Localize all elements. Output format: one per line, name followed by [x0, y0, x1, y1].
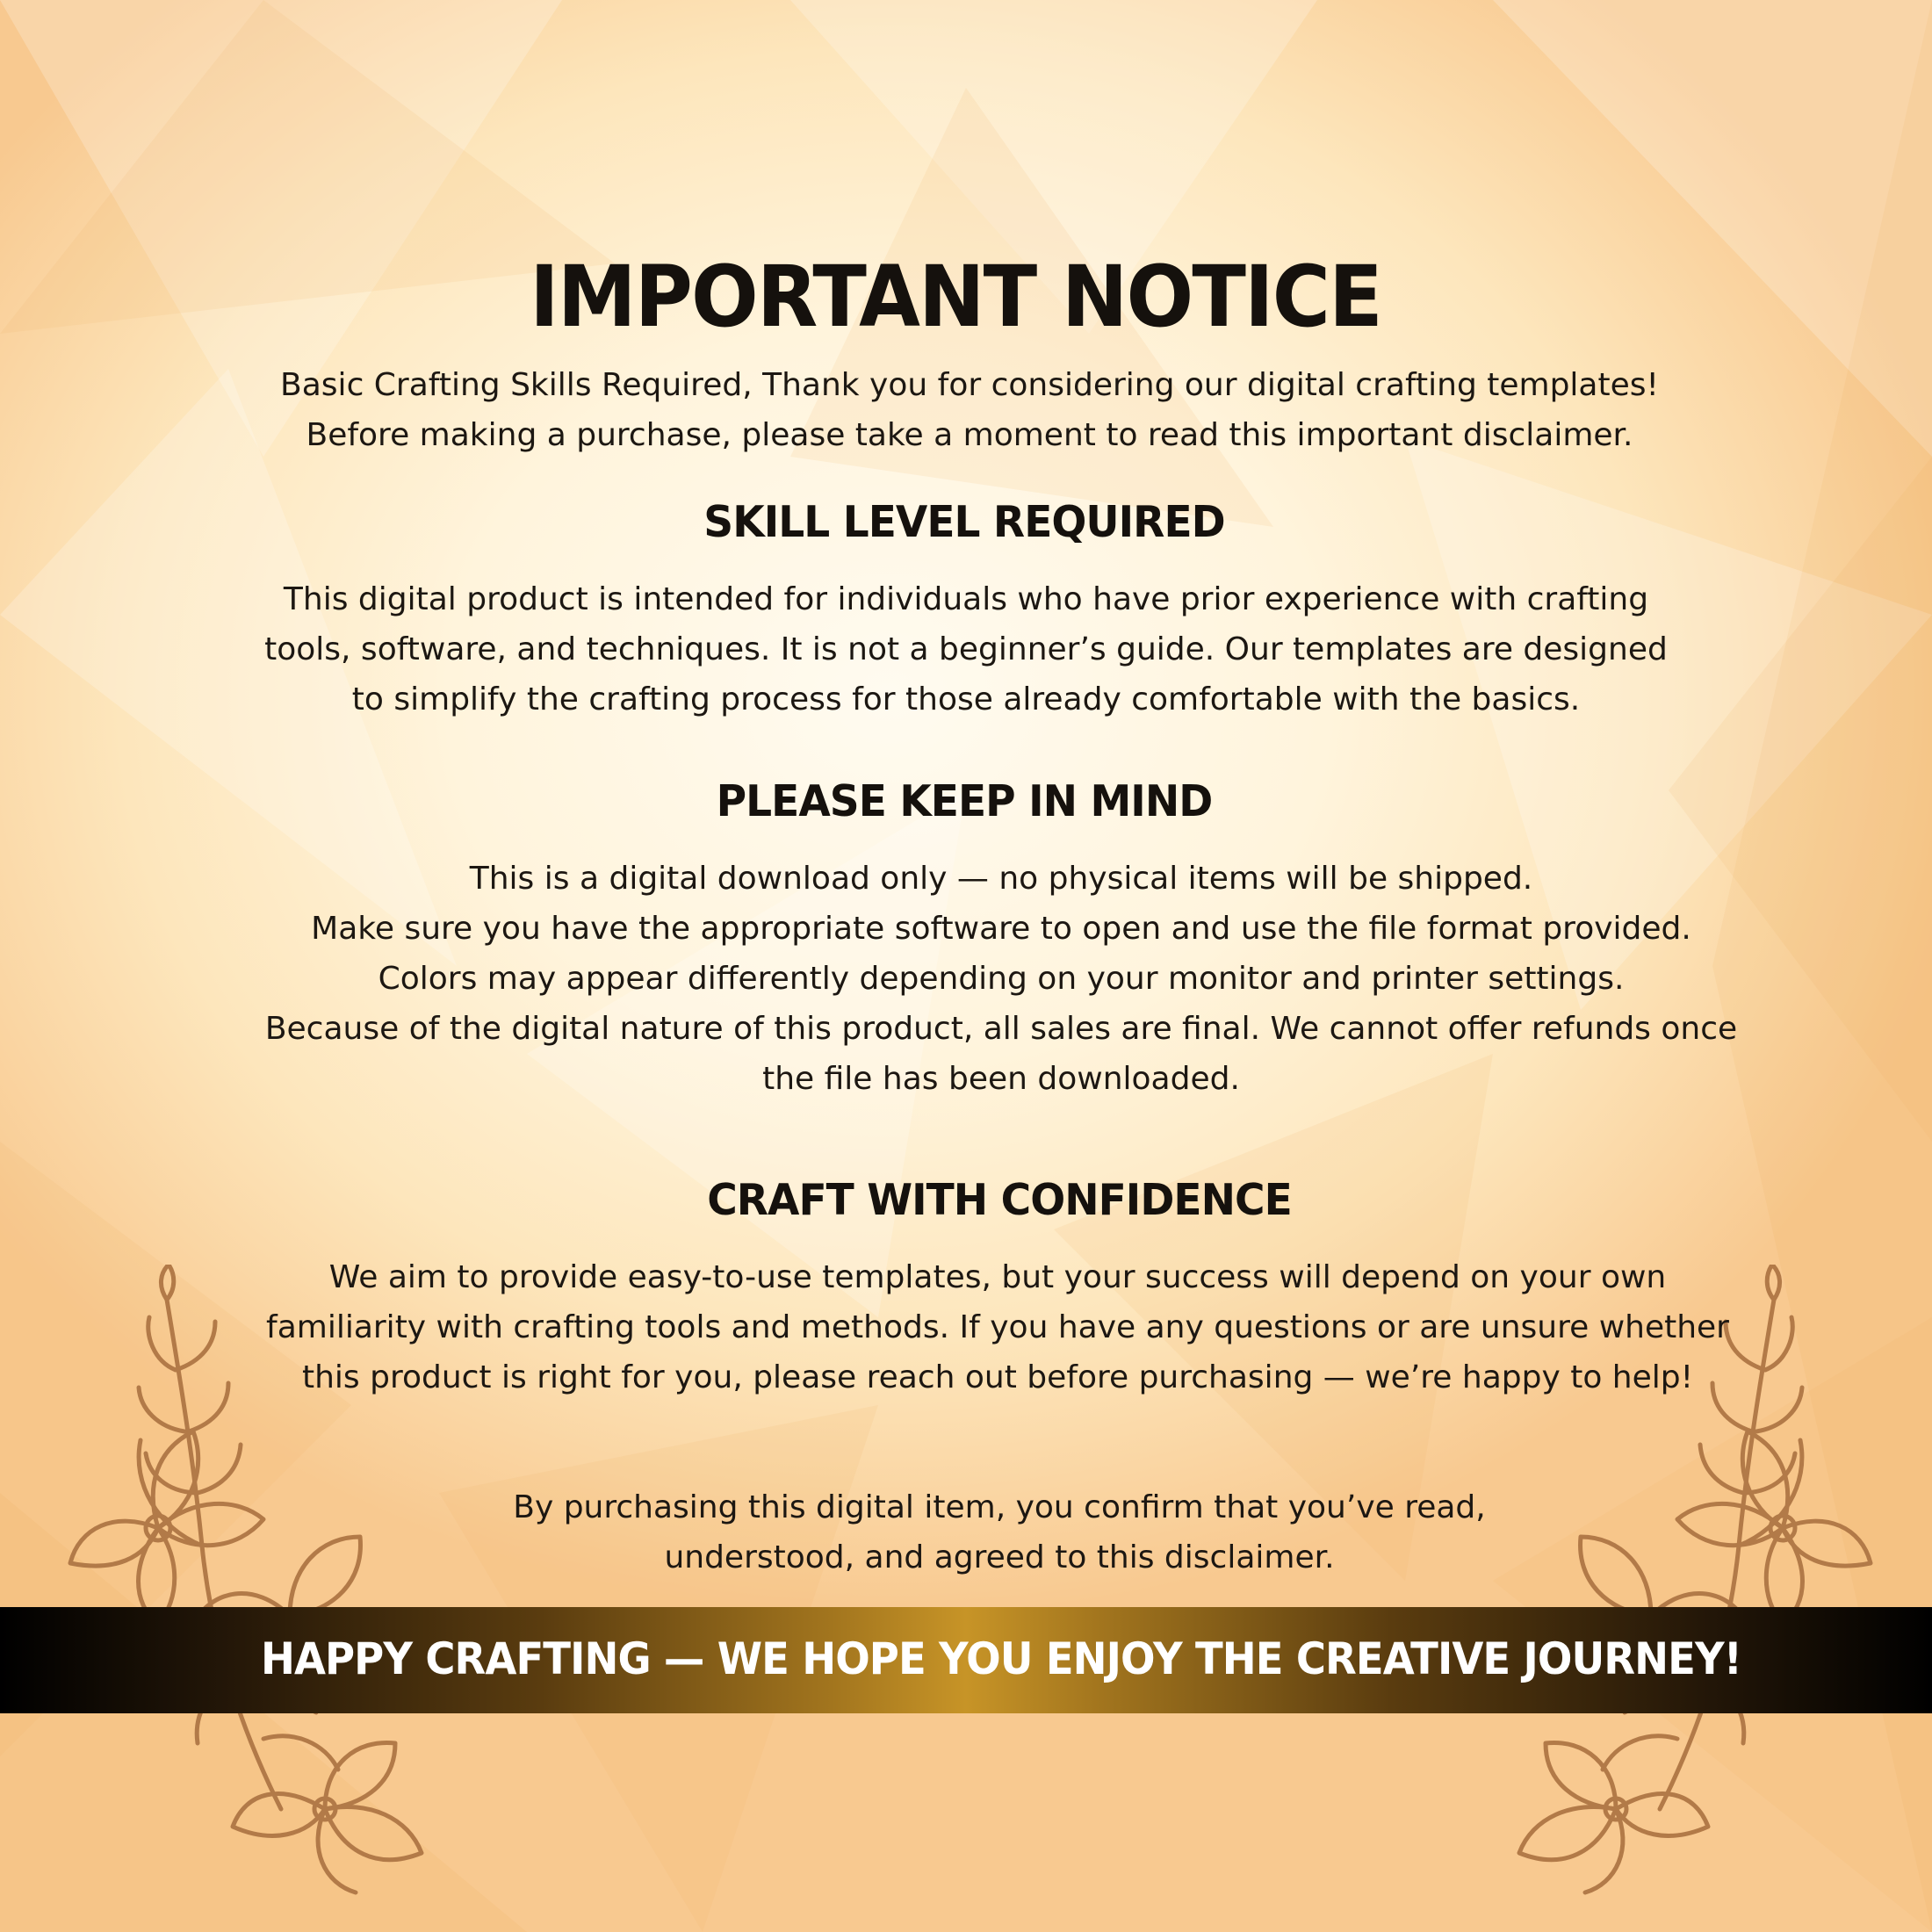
section-heading-keep-in-mind: PLEASE KEEP IN MIND [716, 776, 1213, 826]
section-heading-skill-level: SKILL LEVEL REQUIRED [703, 497, 1225, 547]
body-line: familiarity with crafting tools and methods. If you have any questions or are unsure whether [266, 1309, 1729, 1345]
body-line: to simplify the crafting process for those already comfortable with the basics. [351, 681, 1581, 717]
confirmation-line: By purchasing this digital item, you confirm that you’ve read, [513, 1489, 1486, 1525]
confirmation-line: understood, and agreed to this disclaimer. [664, 1539, 1335, 1575]
body-line: tools, software, and techniques. It is not a beginner’s guide. Our templates are designed [264, 631, 1668, 667]
section-body-keep-in-mind [35, 854, 1932, 1104]
body-line: This digital product is intended for individuals who have prior experience with crafting [283, 581, 1649, 617]
page-title: IMPORTANT NOTICE [530, 248, 1381, 346]
section-body-craft-with-confidence [32, 1252, 1932, 1402]
intro-paragraph [4, 360, 1932, 460]
intro-line: Basic Crafting Skills Required, Thank you for considering our digital crafting templates! [280, 367, 1659, 403]
body-line: Colors may appear differently depending on your monitor and printer settings. [378, 961, 1625, 997]
body-line: Make sure you have the appropriate software to open and use the file format provided. [311, 911, 1691, 947]
closing-banner-text: HAPPY CRAFTING — WE HOPE YOU ENJOY THE CREATIVE JOURNEY! [260, 1633, 1742, 1684]
body-line: This is a digital download only — no physical items will be shipped. [469, 861, 1533, 897]
section-body-skill-level [0, 574, 1932, 724]
body-line: the file has been downloaded. [762, 1061, 1240, 1097]
body-line: We aim to provide easy-to-use templates, but your success will depend on your own [328, 1259, 1667, 1295]
closing-banner [0, 1607, 1932, 1713]
body-line: this product is right for you, please reach out before purchasing — we’re happy to help! [301, 1359, 1694, 1395]
intro-line: Before making a purchase, please take a moment to read this important disclaimer. [306, 417, 1633, 453]
body-line: Because of the digital nature of this product, all sales are final. We cannot offer refunds once [264, 1011, 1738, 1047]
confirmation-paragraph [33, 1482, 1932, 1582]
section-heading-craft-with-confidence: CRAFT WITH CONFIDENCE [707, 1175, 1292, 1225]
